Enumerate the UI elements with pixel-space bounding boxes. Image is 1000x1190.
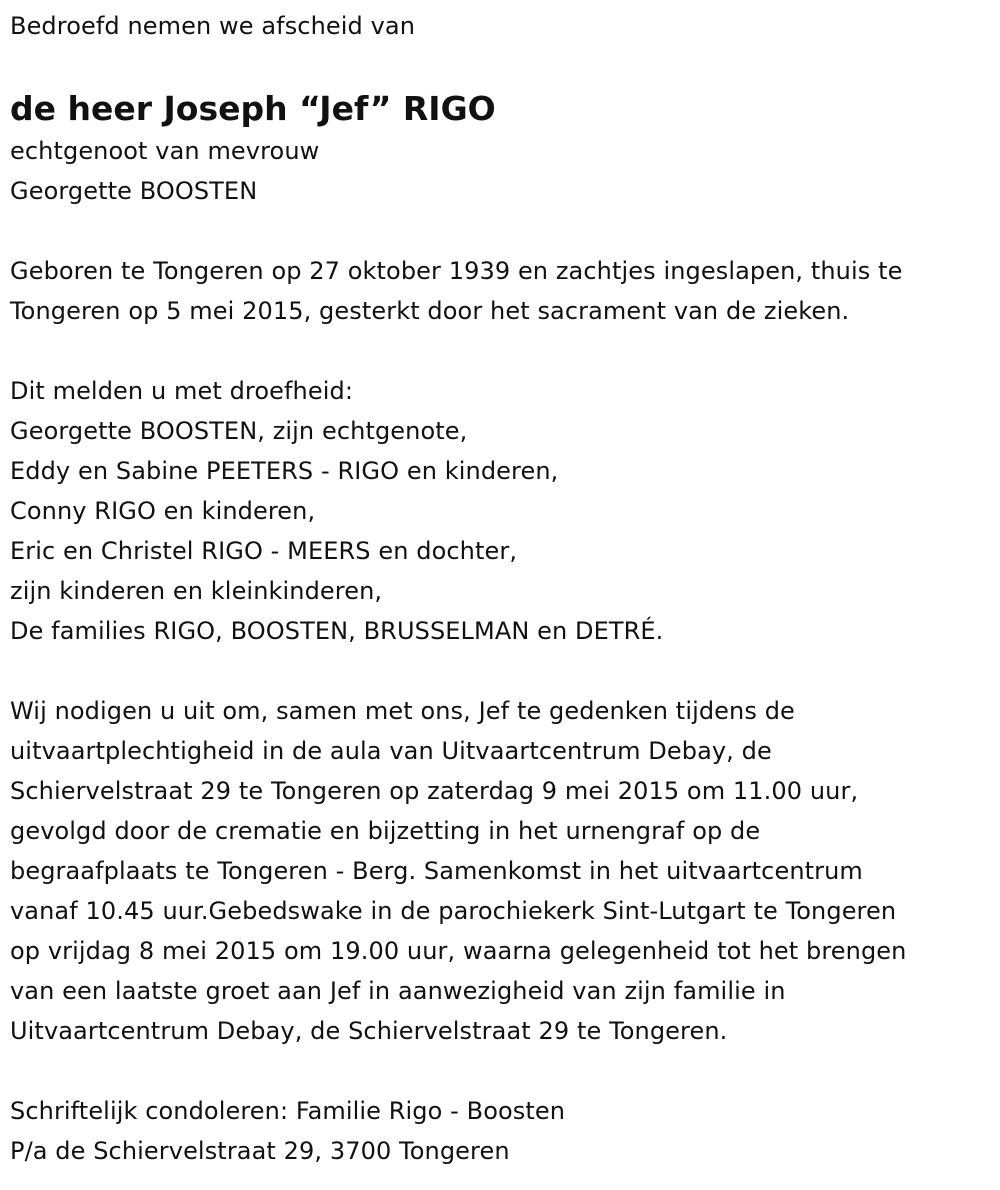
- family-line: Conny RIGO en kinderen,: [10, 497, 316, 525]
- intro-text: Bedroefd nemen we afscheid van: [10, 12, 416, 40]
- spouse-line: Georgette BOOSTEN: [10, 177, 258, 205]
- paragraph-spacer: [10, 651, 995, 691]
- birth-death-paragraph: [10, 251, 995, 331]
- condolence-line: P/a de Schiervelstraat 29, 3700 Tongeren: [10, 1137, 510, 1165]
- condolence-paragraph: [10, 1091, 995, 1171]
- deceased-name: de heer Joseph “Jef” RIGO: [10, 89, 496, 128]
- condolence-line: Schriftelijk condoleren: Familie Rigo - Boosten: [10, 1097, 566, 1125]
- ceremony-line: Uitvaartcentrum Debay, de Schiervelstraat 29 te Tongeren.: [10, 1017, 728, 1045]
- spouse-line: echtgenoot van mevrouw: [10, 137, 320, 165]
- ceremony-line: Wij nodigen u uit om, samen met ons, Jef te gedenken tijdens de: [10, 697, 795, 725]
- spouse-paragraph: [10, 131, 995, 211]
- family-line: zijn kinderen en kleinkinderen,: [10, 577, 383, 605]
- paragraph-spacer: [10, 331, 995, 371]
- obituary-document: [10, 6, 995, 1171]
- ceremony-line: vanaf 10.45 uur.Gebedswake in de parochiekerk Sint-Lutgart te Tongeren: [10, 897, 897, 925]
- family-line: Dit melden u met droefheid:: [10, 377, 354, 405]
- ceremony-paragraph: [10, 691, 995, 1051]
- family-line: Eric en Christel RIGO - MEERS en dochter,: [10, 537, 518, 565]
- ceremony-line: op vrijdag 8 mei 2015 om 19.00 uur, waarna gelegenheid tot het brengen: [10, 937, 907, 965]
- family-line: Eddy en Sabine PEETERS - RIGO en kinderen,: [10, 457, 559, 485]
- birth-line: Tongeren op 5 mei 2015, gesterkt door het sacrament van de zieken.: [10, 297, 850, 325]
- family-line: Georgette BOOSTEN, zijn echtgenote,: [10, 417, 468, 445]
- ceremony-line: uitvaartplechtigheid in de aula van Uitvaartcentrum Debay, de: [10, 737, 772, 765]
- family-paragraph: [10, 371, 995, 651]
- paragraph-spacer: [10, 1051, 995, 1091]
- paragraph-spacer: [10, 211, 995, 251]
- birth-line: Geboren te Tongeren op 27 oktober 1939 en zachtjes ingeslapen, thuis te: [10, 257, 903, 285]
- family-line: De families RIGO, BOOSTEN, BRUSSELMAN en DETRÉ.: [10, 617, 664, 645]
- ceremony-line: van een laatste groet aan Jef in aanwezigheid van zijn familie in: [10, 977, 786, 1005]
- ceremony-line: gevolgd door de crematie en bijzetting in het urnengraf op de: [10, 817, 761, 845]
- ceremony-line: begraafplaats te Tongeren - Berg. Samenkomst in het uitvaartcentrum: [10, 857, 863, 885]
- ceremony-line: Schiervelstraat 29 te Tongeren op zaterdag 9 mei 2015 om 11.00 uur,: [10, 777, 859, 805]
